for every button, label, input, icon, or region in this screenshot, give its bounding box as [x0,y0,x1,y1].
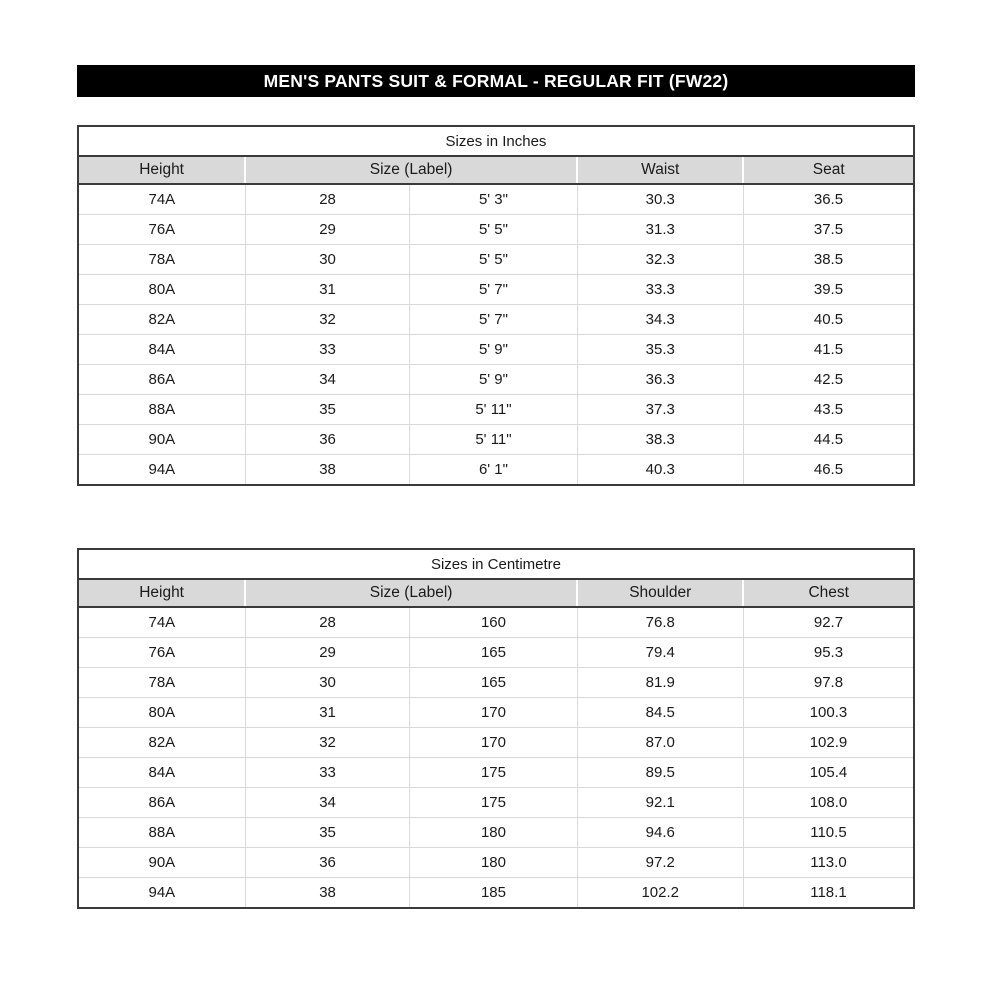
table-row [78,668,914,698]
table-row [78,215,914,245]
table-cell-height: 76A [78,215,245,245]
table-cell-size-number: 28 [245,184,410,215]
table-title-row [78,549,914,579]
table-cell-size-label: 180 [410,818,577,848]
table-cell-shoulder: 102.2 [577,878,743,909]
table-row [78,455,914,486]
table-cell-height: 82A [78,305,245,335]
table-cell-height: 94A [78,455,245,486]
table-cell-seat: 46.5 [743,455,914,486]
table-cell-seat: 39.5 [743,275,914,305]
table-cell-waist: 37.3 [577,395,743,425]
table-row [78,728,914,758]
table-cell-size-number: 30 [245,245,410,275]
table-cell-size-number: 35 [245,395,410,425]
table-cell-height: 74A [78,184,245,215]
table-cell-waist: 31.3 [577,215,743,245]
page-title-banner [77,65,915,97]
table-cell-height: 76A [78,638,245,668]
table-cell-seat: 41.5 [743,335,914,365]
table-row [78,638,914,668]
table-cell-shoulder: 89.5 [577,758,743,788]
table-cell-size-label: 5' 7" [410,305,577,335]
table-cell-size-label: 5' 9" [410,335,577,365]
table-cell-height: 74A [78,607,245,638]
col-header-seat: Seat [743,156,914,184]
table-cell-seat: 44.5 [743,425,914,455]
table-row [78,335,914,365]
table-cell-height: 84A [78,335,245,365]
col-header-chest: Chest [743,579,914,607]
table-cell-size-number: 33 [245,335,410,365]
table-cell-size-number: 31 [245,698,410,728]
table-cell-height: 88A [78,395,245,425]
table-row [78,698,914,728]
col-header-waist: Waist [577,156,743,184]
table-cell-size-label: 165 [410,668,577,698]
table-cell-height: 84A [78,758,245,788]
table-row [78,818,914,848]
table-cell-height: 78A [78,668,245,698]
table-cell-height: 90A [78,425,245,455]
table-cell-height: 94A [78,878,245,909]
table-cell-size-number: 36 [245,848,410,878]
table-cell-chest: 102.9 [743,728,914,758]
table-row [78,395,914,425]
table-cell-chest: 118.1 [743,878,914,909]
table-cell-chest: 113.0 [743,848,914,878]
table-cell-seat: 36.5 [743,184,914,215]
table-cell-size-number: 36 [245,425,410,455]
table-row [78,848,914,878]
table-cell-size-number: 38 [245,878,410,909]
col-header-shoulder: Shoulder [577,579,743,607]
table-row [78,245,914,275]
table-cell-size-number: 31 [245,275,410,305]
table-cell-height: 86A [78,365,245,395]
table-cell-shoulder: 97.2 [577,848,743,878]
table-cell-height: 90A [78,848,245,878]
table-cell-size-number: 29 [245,638,410,668]
table-cell-size-label: 175 [410,788,577,818]
table-cell-size-label: 5' 11" [410,425,577,455]
table-cell-size-number: 33 [245,758,410,788]
table-cell-shoulder: 94.6 [577,818,743,848]
table-cell-chest: 97.8 [743,668,914,698]
table-cell-shoulder: 76.8 [577,607,743,638]
table-cell-size-label: 170 [410,728,577,758]
table-cell-size-label: 160 [410,607,577,638]
table-cell-chest: 92.7 [743,607,914,638]
table-cell-waist: 40.3 [577,455,743,486]
table-cell-height: 80A [78,275,245,305]
table-cell-shoulder: 79.4 [577,638,743,668]
table-cell-chest: 105.4 [743,758,914,788]
table-cell-size-label: 5' 7" [410,275,577,305]
table-row [78,365,914,395]
table-cell-size-number: 38 [245,455,410,486]
table-cell-waist: 33.3 [577,275,743,305]
table-cell-size-number: 34 [245,365,410,395]
table-cell-size-label: 180 [410,848,577,878]
table-cell-seat: 40.5 [743,305,914,335]
table-row [78,275,914,305]
table-cell-size-number: 32 [245,305,410,335]
table-cell-chest: 108.0 [743,788,914,818]
table-cell-shoulder: 84.5 [577,698,743,728]
table-row [78,878,914,909]
col-header-height: Height [78,156,245,184]
table-cell-shoulder: 81.9 [577,668,743,698]
table-cell-shoulder: 87.0 [577,728,743,758]
table-cell-size-number: 28 [245,607,410,638]
table-cell-chest: 100.3 [743,698,914,728]
table-cell-waist: 38.3 [577,425,743,455]
table-cell-size-label: 5' 5" [410,215,577,245]
table-cell-chest: 95.3 [743,638,914,668]
table-cell-waist: 35.3 [577,335,743,365]
table-title: Sizes in Centimetre [78,549,914,579]
table-header-row [78,156,914,184]
table-cell-size-number: 30 [245,668,410,698]
table-cell-size-label: 170 [410,698,577,728]
col-header-size-label: Size (Label) [245,156,577,184]
table-cell-size-number: 29 [245,215,410,245]
table-cell-seat: 43.5 [743,395,914,425]
table-cell-size-label: 6' 1" [410,455,577,486]
table-cell-height: 86A [78,788,245,818]
table-cell-size-label: 5' 5" [410,245,577,275]
table-cell-size-label: 5' 11" [410,395,577,425]
table-row [78,758,914,788]
table-row [78,305,914,335]
table-cell-size-label: 185 [410,878,577,909]
table-cell-seat: 38.5 [743,245,914,275]
col-header-height: Height [78,579,245,607]
table-cell-size-label: 5' 9" [410,365,577,395]
table-header-row [78,579,914,607]
col-header-size-label: Size (Label) [245,579,577,607]
table-cell-chest: 110.5 [743,818,914,848]
table-cell-size-label: 175 [410,758,577,788]
page-title: MEN'S PANTS SUIT & FORMAL - REGULAR FIT (FW22) [263,70,729,91]
table-cell-waist: 36.3 [577,365,743,395]
sizes-in-centimetre-table [77,548,915,909]
table-cell-waist: 34.3 [577,305,743,335]
table-cell-height: 82A [78,728,245,758]
table-cell-height: 80A [78,698,245,728]
table-cell-height: 88A [78,818,245,848]
table-cell-seat: 42.5 [743,365,914,395]
table-row [78,425,914,455]
table-cell-waist: 32.3 [577,245,743,275]
table-cell-size-number: 34 [245,788,410,818]
table-cell-shoulder: 92.1 [577,788,743,818]
table-cell-size-label: 5' 3" [410,184,577,215]
table-cell-height: 78A [78,245,245,275]
table-title: Sizes in Inches [78,126,914,156]
table-cell-size-number: 35 [245,818,410,848]
table-cell-seat: 37.5 [743,215,914,245]
table-row [78,788,914,818]
table-cell-size-label: 165 [410,638,577,668]
table-row [78,607,914,638]
table-cell-size-number: 32 [245,728,410,758]
table-title-row [78,126,914,156]
table-row [78,184,914,215]
sizes-in-inches-table [77,125,915,486]
table-cell-waist: 30.3 [577,184,743,215]
